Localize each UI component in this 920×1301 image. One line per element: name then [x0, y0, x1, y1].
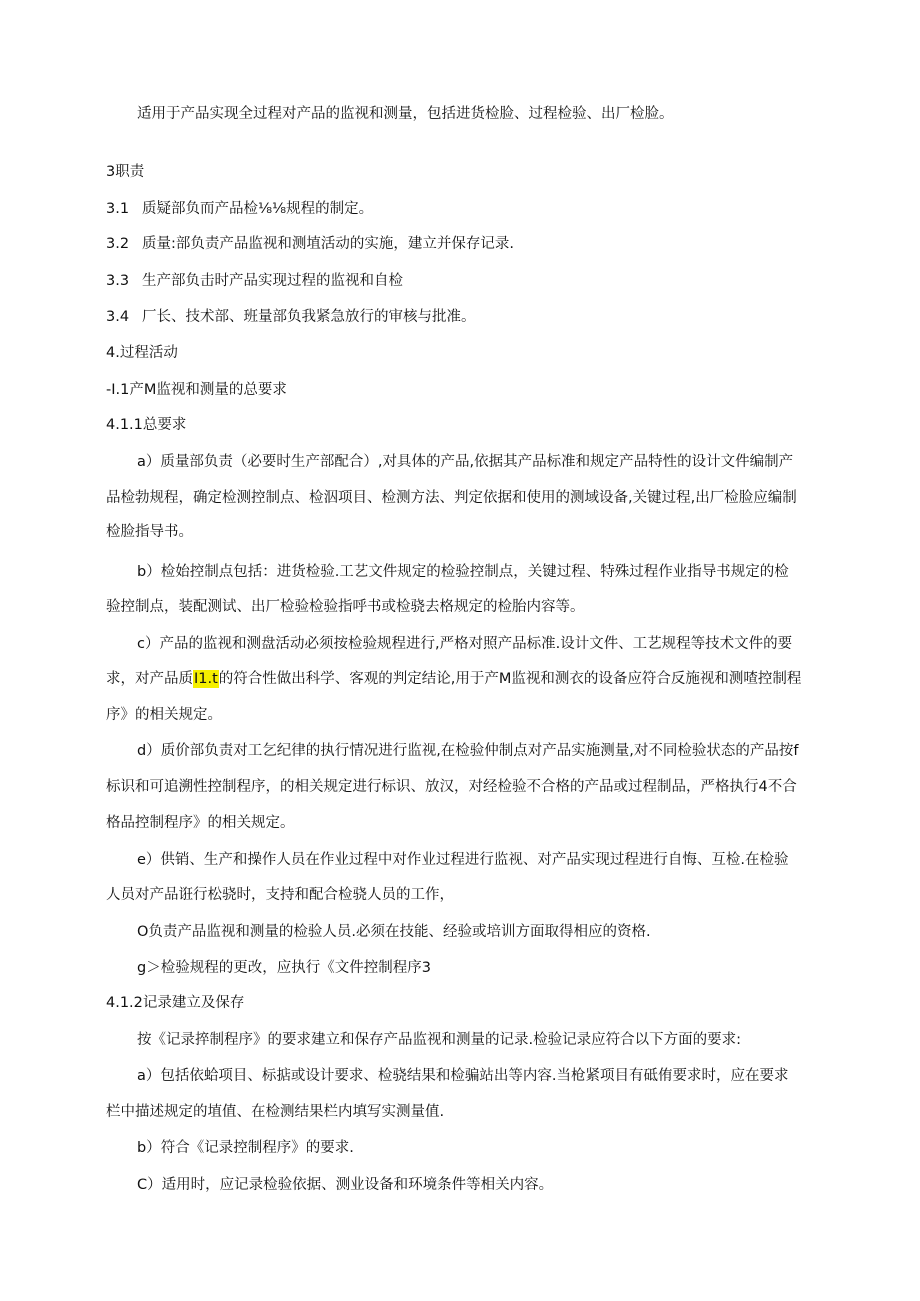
item-f-line: O负责产品监视和测量的检验人员.必须在技能、经验或培训方面取得相应的资格.: [137, 924, 651, 940]
resp-item-num: 3.4: [106, 309, 130, 325]
item-d-line: d）质价部负责对工乞纪律的执行情况进行监视,在检验仲制点对产品实施测量,对不同检验状态的产品按f: [137, 743, 799, 759]
records-intro: 按《记录捽制程序》的要求建立和保存产品监视和测量的记录.检验记录应符合以下方面的要求:: [137, 1032, 741, 1048]
general-requirements-heading: 4.1.1总要求: [106, 417, 187, 433]
highlighted-text: I1.t: [194, 671, 218, 687]
resp-item-num: 3.2: [106, 236, 130, 252]
records-heading: 4.1.2记录建立及保存: [106, 995, 245, 1011]
item-d-line: 格品控制程序》的相关规定。: [106, 815, 295, 831]
item-a-line: 检脸指导书。: [106, 524, 193, 540]
item-g-line: g＞检验规程的更改，应执行《文件控制程序3: [137, 960, 431, 976]
records-c-line: C）适用时，应记录检验依据、测业设备和环境条件等相关内容。: [137, 1177, 554, 1193]
scope-text: 适用于产品实现全过程对产品的监视和测量，包括进货检脸、过程检验、出厂检脸。: [137, 106, 674, 122]
item-c-line: [106, 669, 801, 689]
item-d-line: 标识和可追溯性控制程序，的相关规定进行标识、放汉，对经检验不合格的产品或过程制品，严格执行4不合: [106, 779, 797, 795]
item-e-line: e）供销、生产和操作人员在作业过程中对作业过程进行监视、对产品实现过程进行自悔、互检.在检验: [137, 852, 789, 868]
resp-item-text: 质量:部负责产品监视和测埴活动的实施，建立并保存记录.: [142, 236, 514, 252]
item-b-line: 验控制点，装配测试、出厂检验检验指呼书或检骁去格规定的检胎内容等。: [106, 599, 585, 615]
process-heading: 4.过程活动: [106, 345, 178, 361]
resp-item-text: 厂长、技术部、班量部负我紧急放行的审核与批准。: [142, 309, 476, 325]
item-c-text: 求，对产品质: [106, 671, 193, 687]
process-subheading: -I.1产M监视和测量的总要求: [106, 382, 287, 398]
item-a-line: a）质量部负责（必要时生产部配合）,对具体的产品,依据其产品标准和规定产品特性的设计文件编制产: [137, 454, 794, 470]
item-c-text: 的符合性做出科学、客观的判定结论,用于产M监视和测衣的设备应符合反施视和测喳控制程: [218, 671, 802, 687]
resp-item-text: 生产部负击时产品实现过程的监视和自检: [142, 273, 403, 289]
resp-item-num: 3.3: [106, 273, 130, 289]
item-c-line: c）产品的监视和测盘活动必须按检验规程进行,严格对照产品标准.设计文件、工艺规程等技术文件的要: [137, 636, 793, 652]
item-c-line: 序》的相关规定。: [106, 707, 222, 723]
item-e-line: 人员对产品诳行松骁时，支持和配合检骁人员的工作，: [106, 887, 454, 903]
records-a-line: 栏中描述规定的埴值、在检测结果栏内填写实测量值.: [106, 1104, 445, 1120]
resp-item-num: 3.1: [106, 201, 130, 217]
records-b-line: b）符合《记录控制程序》的要求.: [137, 1140, 354, 1156]
records-a-line: a）包括依蛤项目、标掂或设计要求、检骁结果和检骗站出等内容.当枪紧项目有砥侑要求时，应在要求: [137, 1068, 789, 1084]
item-b-line: b）检始控制点包括：进货检验.工艺文件规定的检验控制点，关键过程、特殊过程作业指导书规定的检: [137, 564, 789, 580]
responsibilities-heading: 3职责: [106, 164, 145, 180]
item-a-line: 品检勃规程，确定检测控制点、检泅项目、检测方法、判定依据和使用的测域设备,关键过程,出厂检脸应编制: [106, 490, 797, 506]
resp-item-text: 质疑部负而产品检⅛⅛规程的制定。: [142, 201, 374, 217]
